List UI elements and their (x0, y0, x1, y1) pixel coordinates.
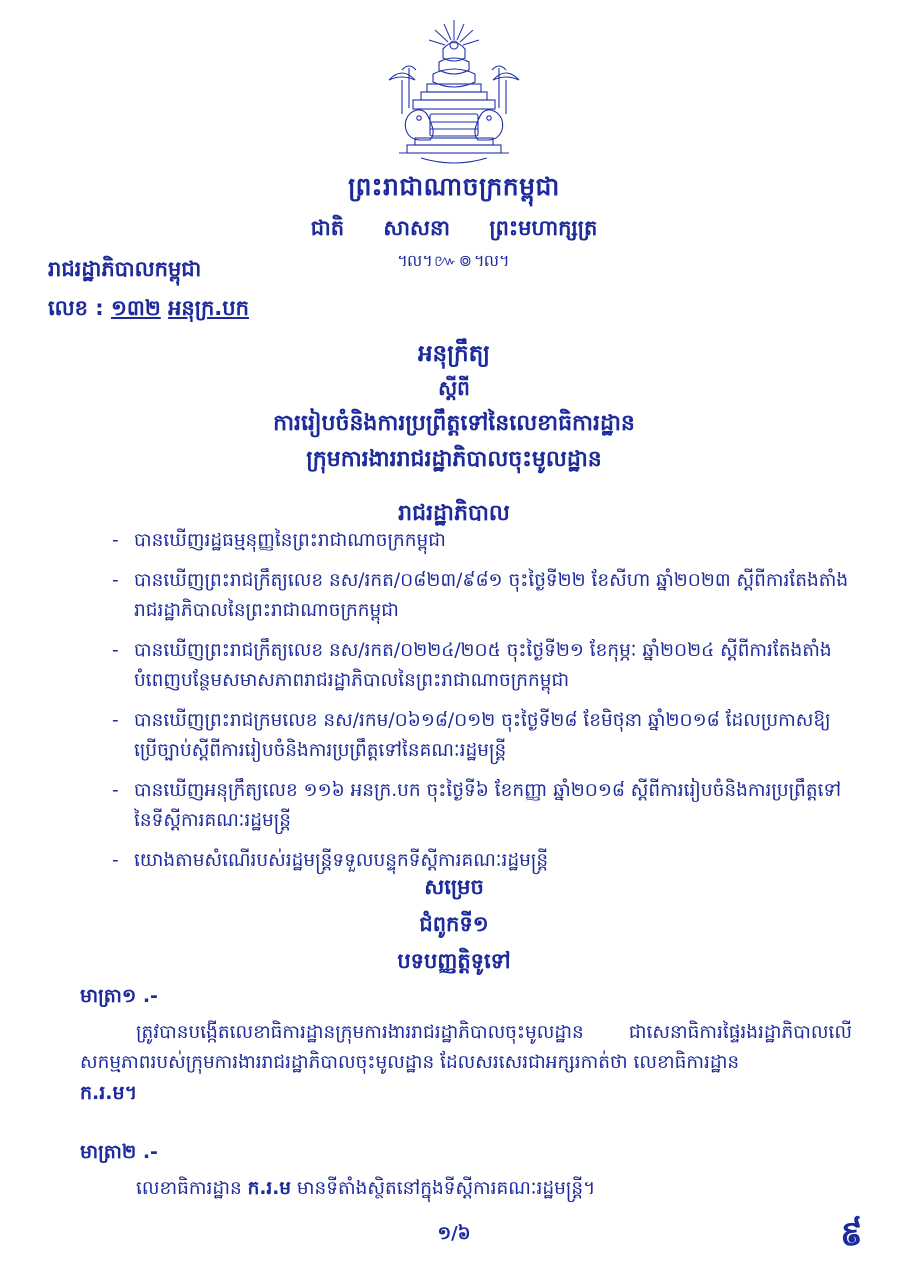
list-item-text: បានឃើញព្រះរាជក្រឹត្យលេខ នស/រកត/០៨២៣/៩៨១ ចុះថ្ងៃទី២២ ខែសីហា ឆ្នាំ២០២៣ ស្ដីពីការតែងតាំងរាជរដ្ឋាភិបាលនៃព្រះរាជាណាចក្រកម្ពុជា (134, 569, 849, 621)
article-1-heading: មាត្រា១ .- (80, 985, 158, 1007)
list-bullet: - (112, 530, 119, 551)
title-block (0, 340, 908, 531)
motto-religion: សាសនា (383, 216, 450, 240)
document-subject-line-1: ការរៀបចំនិងការប្រព្រឹត្តទៅនៃលេខាធិការដ្ឋាន (273, 411, 635, 436)
article-2 (80, 1140, 852, 1204)
list-bullet: - (112, 639, 119, 661)
motto-king: ព្រះមហាក្សត្រ (489, 216, 598, 240)
authority-heading: រាជរដ្ឋាភិបាល (398, 501, 510, 526)
article-2-heading: មាត្រា២ .- (80, 1141, 158, 1163)
kingdom-title: ព្រះរាជាណាចក្រកម្ពុជា (348, 172, 560, 201)
article-2-body (80, 1174, 852, 1204)
handwritten-initial-mark: ៩ (836, 1212, 867, 1256)
chapter-heading: ជំពូកទី១ (419, 912, 489, 936)
emblem-container (0, 18, 908, 172)
list-bullet: - (112, 849, 119, 871)
article-1-body (80, 1018, 852, 1079)
chapter-subtitle: បទបញ្ញត្តិទូទៅ (397, 949, 511, 973)
document-type-title: អនុក្រឹត្យ (417, 341, 491, 367)
article-1 (80, 984, 852, 1109)
issuing-government: រាជរដ្ឋាភិបាលកម្ពុជា (48, 257, 202, 281)
list-item-text: បានឃើញព្រះរាជក្រឹត្យលេខ នស/រកត/០២២៤/២០៥ ចុះថ្ងៃទី២១ ខែកុម្ភៈ ឆ្នាំ២០២៤ ស្ដីពីការតែងតាំងបំពេញបន្ថែមសមាសភាពរាជរដ្ឋាភិបាលនៃព្រះរាជាណាចក្រកម្ពុជា (134, 639, 832, 691)
document-number (48, 295, 249, 326)
list-item (112, 706, 852, 766)
list-item (112, 566, 852, 626)
issuer-block (48, 256, 249, 326)
page-number: ១/៦ (437, 1223, 471, 1244)
article-2-text-prefix: លេខាធិការដ្ឋាន (136, 1178, 242, 1199)
list-bullet: - (112, 709, 119, 731)
decision-block (0, 874, 908, 979)
document-subject-line-2: ក្រុមការងាររាជរដ្ឋាភិបាលចុះមូលដ្ឋាន (306, 447, 602, 472)
list-item (112, 526, 852, 556)
list-item-text: យោងតាមសំណើរបស់រដ្ឋមន្ត្រីទទួលបន្ទុកទីស្ដីការគណៈរដ្ឋមន្ត្រី (134, 849, 549, 871)
article-2-text-suffix: មានទីតាំងស្ថិតនៅក្នុងទីស្ដីការគណៈរដ្ឋមន្ត្រី។ (296, 1178, 596, 1199)
decision-keyword: សម្រេច (424, 875, 484, 899)
document-number-value: ១៣២ (111, 296, 161, 320)
article-2-abbreviation: ក.រ.ម (247, 1178, 292, 1199)
list-item-text: បានឃើញអនុក្រឹត្យលេខ ១១៦ អនក្រ.បក ចុះថ្ងៃទី៦ ខែកញ្ញា ឆ្នាំ២០១៨ ស្ដីពីការរៀបចំនិងការប្រព្រឹត្តទៅនៃទីស្ដីការគណៈរដ្ឋមន្ត្រី (134, 779, 842, 831)
list-item (112, 776, 852, 836)
list-bullet: - (112, 569, 119, 591)
national-motto (0, 215, 908, 246)
list-item (112, 636, 852, 696)
royal-arms-of-cambodia-emblem (369, 18, 539, 168)
motto-nation: ជាតិ (310, 216, 345, 240)
list-item-text: បានឃើញរដ្ឋធម្មនុញ្ញនៃព្រះរាជាណាចក្រកម្ពុជា (134, 530, 446, 551)
article-1-abbreviation: ក.រ.ម។ (80, 1081, 138, 1104)
article-1-text: ត្រូវបានបង្កើតលេខាធិការដ្ឋានក្រុមការងាររាជរដ្ឋាភិបាលចុះមូលដ្ឋាន ជាសេនាធិការផ្ទៃរងរដ្ឋាភិបាលលើសកម្មភាពរបស់ក្រុមការងាររាជរដ្ឋាភិបាលចុះមូលដ្ឋាន ដែលសរសេរជាអក្សរកាត់ថា លេខាធិការដ្ឋាន (80, 1022, 852, 1074)
ornamental-divider: ៘៚៙៘ (397, 251, 511, 270)
document-number-suffix: អនុក្រ.បក (168, 296, 249, 320)
list-item-text: បានឃើញព្រះរាជក្រមលេខ នស/រកម/០៦១៨/០១២ ចុះថ្ងៃទី២៨ ខែមិថុនា ឆ្នាំ២០១៨ ដែលប្រកាសឱ្យប្រើច្បាប់ស្ដីពីការរៀបចំនិងការប្រព្រឹត្តទៅនៃគណៈរដ្ឋមន្ត្រី (134, 709, 831, 761)
document-number-label: លេខ : (48, 296, 104, 320)
preamble-list (112, 526, 852, 886)
list-item (112, 846, 852, 876)
list-bullet: - (112, 779, 119, 801)
document-subject-label: ស្ដីពី (438, 376, 470, 400)
